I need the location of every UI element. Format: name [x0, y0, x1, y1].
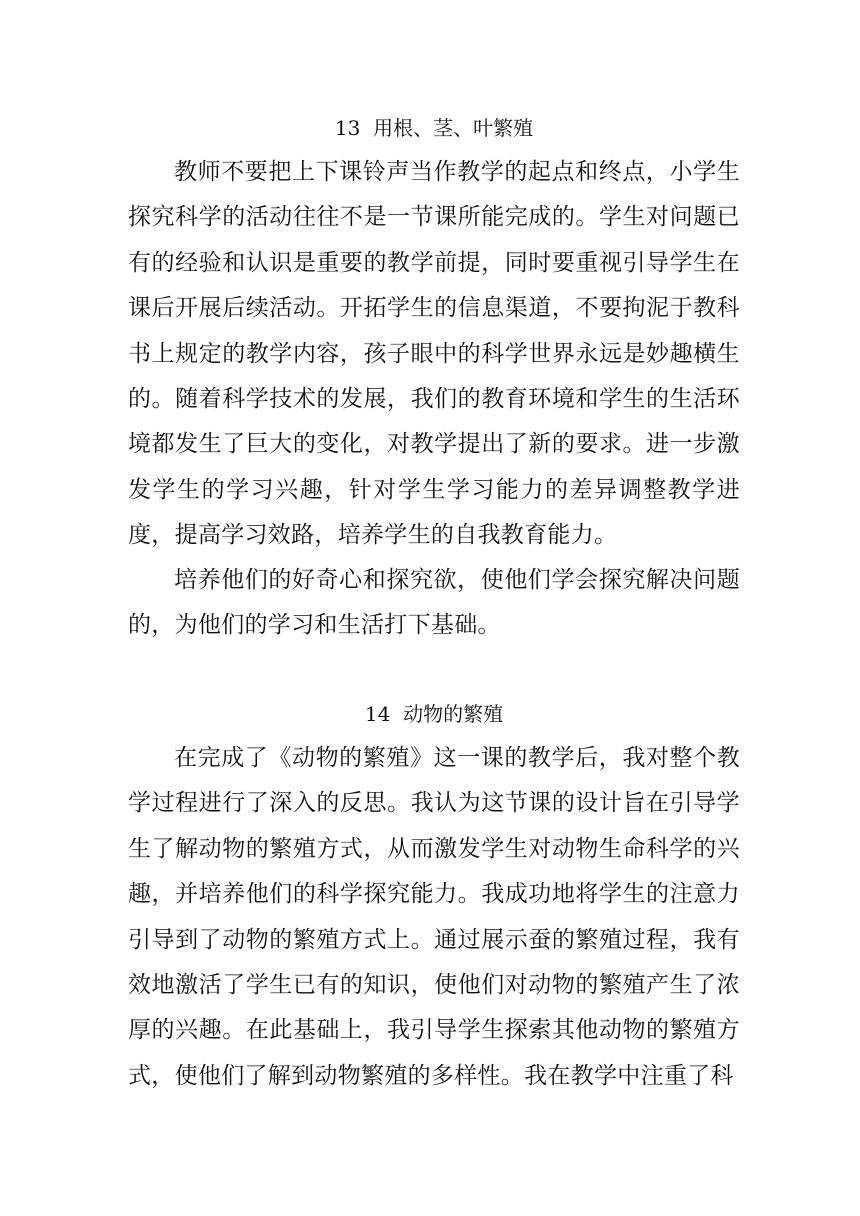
section-14-title: 14 动物的繁殖 [364, 702, 504, 726]
section-14-paragraph-1: 在完成了《动物的繁殖》这一课的教学后，我对整个教学过程进行了深入的反思。我认为这节课的设计旨在引导学生了解动物的繁殖方式，从而激发学生对动物生命科学的兴趣，并培养他们的科学探究能力。我成功地将学生的注意力引导到了动物的繁殖方式上。通过展示蚕的繁殖过程，我有效地激活了学生已有的知识，使他们对动物的繁殖产生了浓厚的兴趣。在此基础上，我引导学生探索其他动物的繁殖方式，使他们了解到动物繁殖的多样性。我在教学中注重了科 [128, 745, 740, 1089]
section-13-paragraph-2: 培养他们的好奇心和探究欲，使他们学会探究解决问题的，为他们的学习和生活打下基础。 [128, 567, 740, 639]
section-13-paragraph-1: 教师不要把上下课铃声当作教学的起点和终点，小学生探究科学的活动往往不是一节课所能完成的。学生对问题已有的经验和认识是重要的教学前提，同时要重视引导学生在课后开展后续活动。开拓学生的信息渠道，不要拘泥于教科书上规定的教学内容，孩子眼中的科学世界永远是妙趣横生的。随着科学技术的发展，我们的教育环境和学生的生活环境都发生了巨大的变化，对教学提出了新的要求。进一步激发学生的学习兴趣，针对学生学习能力的差异调整教学进度，提高学习效路，培养学生的自我教育能力。 [128, 159, 740, 549]
section-13-title: 13 用根、茎、叶繁殖 [334, 116, 534, 140]
